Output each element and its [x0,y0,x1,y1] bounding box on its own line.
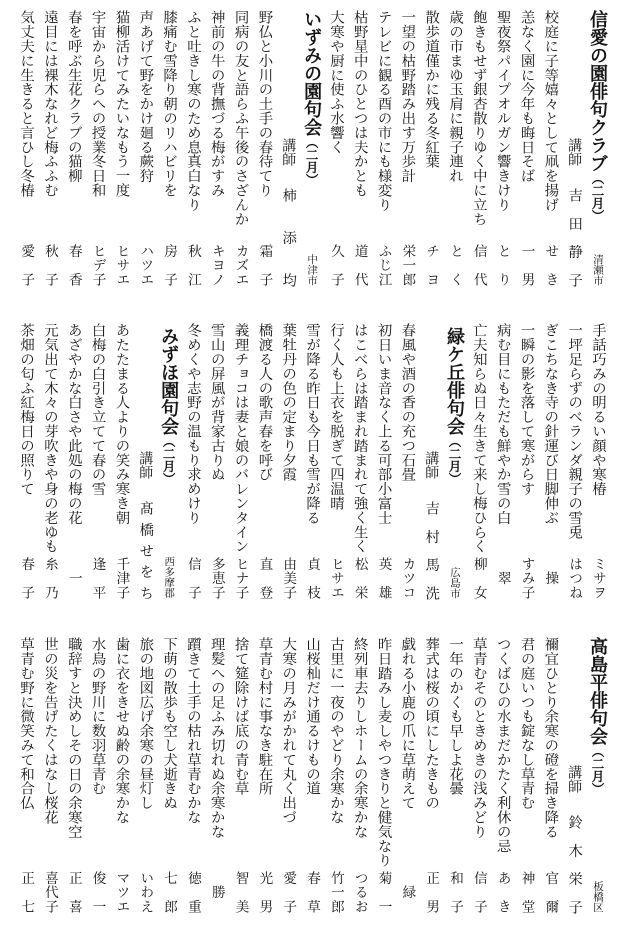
club-header [585,10,609,295]
haiku-author: ミサヲ [590,557,606,599]
haiku-entry [156,637,180,922]
haiku-entry [514,10,538,295]
section-middle [13,323,609,608]
haiku-text: 終列車去りしホームの余寒かな [351,637,368,839]
haiku-text: 恙なく園に今年も晦日そば [518,10,535,183]
haiku-text: 茶畑の匂ふ紅梅日の照りて [18,323,35,496]
haiku-entry [514,323,538,608]
haiku-entry [418,10,442,295]
haiku-entry [37,637,61,922]
haiku-entry [228,10,252,295]
haiku-author: 糸乃 [41,557,58,599]
instructor-label: 講師 [566,765,583,793]
club-location: 広島市 [449,566,462,598]
haiku-text: 枯野星中のひとつは夫かとも [351,10,368,198]
haiku-entry [299,323,323,608]
instructor-label: 講師 [566,138,583,166]
haiku-entry [371,323,395,608]
haiku-author: 神堂 [518,871,535,913]
haiku-author: 春草 [304,871,321,913]
haiku-text: 古里に一夜のやどり余寒かな [327,637,344,825]
haiku-entry [204,323,228,608]
haiku-entry [323,10,347,295]
haiku-author: 道代 [351,244,368,286]
haiku-entry [109,10,133,295]
haiku-entry [252,323,276,608]
instructor-label: 講師 [137,451,154,479]
haiku-text: 一瞬の影を落して寒がらす [518,323,535,496]
haiku-entry [490,637,514,922]
haiku-text: 下萌の散歩も空し犬逝きぬ [161,637,178,810]
haiku-entry [109,637,133,922]
haiku-text: 禰宜ひとり余寒の磴を掃き降る [542,637,559,839]
haiku-entry [585,323,609,608]
haiku-author: 一男 [518,244,535,286]
haiku-entry [561,323,585,608]
haiku-text: 世の災を告げたくはなし桜花 [41,637,58,825]
haiku-author: あき [494,871,511,913]
haiku-text: 一年のかくも早しよ花曇 [447,637,464,796]
haiku-text: 大寒の月みがかれて丸く出づ [280,637,297,825]
haiku-author: 勝 [208,885,225,899]
haiku-author: 秋江 [184,244,201,286]
haiku-author: キヨノ [208,244,225,286]
haiku-author: はつね [566,557,583,599]
haiku-text: 校庭に子等嬉々として凧を揚げ [542,10,559,212]
section-top [13,10,609,295]
haiku-author: 逢平 [89,557,106,599]
haiku-text: 猫柳活けてみたいなもう一度 [113,10,130,198]
haiku-author: 直登 [256,557,273,599]
haiku-text: 草青むそのときめきの浅みどり [470,637,487,839]
haiku-author: 菊一 [375,871,392,913]
haiku-author: とり [494,244,511,286]
haiku-text: 病む目にもただも鮮やか雪の白 [494,323,511,525]
haiku-entry [132,10,156,295]
haiku-author: 正男 [423,871,440,913]
haiku-text: 一望の枯野踏み出す万歩計 [399,10,416,183]
club-instructor [561,10,585,295]
instructor-name: 吉田静子 [566,188,583,287]
haiku-entry [13,637,37,922]
haiku-author: 和子 [447,871,464,913]
instructor-name: 鈴木栄子 [566,815,583,914]
haiku-author: 徳重 [184,871,201,913]
haiku-text: 葉牡丹の色の定まり夕霞 [280,323,297,482]
haiku-text: 野仏と小川の土手の春待てり [256,10,273,198]
club-month: （二月） [304,136,320,186]
haiku-text: 聖夜祭パイプオルガン響きけり [494,10,511,212]
haiku-author: 松栄 [351,557,368,599]
haiku-entry [371,637,395,922]
haiku-entry [85,637,109,922]
haiku-author: 光男 [256,871,273,913]
haiku-entry [156,10,180,295]
haiku-entry [132,637,156,922]
haiku-text: 膝痛む雪降り朝のリハビリを [161,10,178,198]
haiku-entry [275,323,299,608]
haiku-entry [395,637,419,922]
haiku-entry [395,323,419,608]
haiku-author: ふじ江 [375,244,392,286]
haiku-author: 霜子 [256,244,273,286]
haiku-entry [299,637,323,922]
haiku-text: 春風や酒の香の充つ石畳 [399,323,416,482]
club-title: 信愛の園俳句クラブ [587,10,608,172]
haiku-author: 智美 [232,871,249,913]
haiku-text: 義理チョコは妻と娘のバレンタイン [232,323,249,554]
instructor-name: 吉村馬洗 [423,501,440,600]
haiku-entry [61,10,85,295]
haiku-text: ぎこちなき寺の針運び日脚伸ぶ [542,323,559,525]
haiku-text: 水鳥の野川に数羽草青む [89,637,106,796]
club-location: 中津市 [306,253,319,285]
haiku-author: マツエ [113,871,130,913]
haiku-text: 手話巧みの明るい顔や寒椿 [590,323,606,496]
haiku-text: 昨日踏みし麦しやつきりと健気なり [375,637,392,868]
haiku-text: 職辞すと決めしその日の余寒空 [65,637,82,839]
haiku-entry [180,323,204,608]
haiku-author: 秋子 [41,244,58,286]
instructor-label: 講師 [423,451,440,479]
club-month: （二月） [590,172,605,222]
haiku-text: 気丈夫に生きると言ひし冬椿 [18,10,35,198]
haiku-text: 山桜杣だけ通るけもの道 [304,637,321,796]
haiku-text: 歳の市まゆ玉肩に親子連れ [447,10,464,183]
haiku-entry [37,10,61,295]
instructor-name: 髙橋せをち [137,501,154,600]
haiku-author: ハツエ [137,244,154,286]
haiku-text: 雪が降る昨日も今日も雪が降る [304,323,321,525]
haiku-entry [204,637,228,922]
club-instructor [418,323,442,608]
haiku-text: 声あげて野をかけ廻る蕨狩 [137,10,154,183]
haiku-author: ヒサエ [113,244,130,286]
haiku-author: カズエ [232,244,249,286]
haiku-author: とく [447,244,464,286]
haiku-text: 亡夫知らぬ日々生きて来し梅ひらく [470,323,487,554]
instructor-name: 柿添均 [280,188,297,287]
haiku-entry [180,10,204,295]
haiku-text: 飽きもせず銀杏散りゆく中に立ち [470,10,487,226]
haiku-author: ヒサエ [327,557,344,599]
club-location: 西多摩郡 [163,556,176,598]
haiku-author: 信子 [184,557,201,599]
haiku-entry [466,10,490,295]
haiku-entry [347,323,371,608]
haiku-text: 橋渡る人の歌声春を呼び [256,323,273,482]
haiku-text: 白梅の白引き立てて春の雪 [89,323,106,496]
haiku-text: あざやかな白さや此処の梅の花 [65,323,82,525]
haiku-author: すみ子 [518,557,535,599]
haiku-author: 千津子 [113,557,130,599]
haiku-author: 春子 [18,557,35,599]
haiku-text: 旅の地図広げ余寒の昼灯し [137,637,154,810]
haiku-text: 草青む野に微笑みて和合仏 [18,637,35,810]
haiku-author: 操 [542,571,559,585]
instructor-label: 講師 [280,138,297,166]
haiku-text: はこべらは踏まれ踏まれて強く生く [351,323,368,554]
haiku-author: 七郎 [161,871,178,913]
haiku-author: 官爾 [542,871,559,913]
haiku-entry [61,637,85,922]
club-title: いずみの園句会 [301,10,323,136]
haiku-text: 戯れる小鹿の爪に草萌えて [399,637,416,810]
haiku-entry [371,10,395,295]
haiku-entry [37,323,61,608]
haiku-text: 大寒や厨に使ふ水響く [327,10,344,154]
haiku-text: テレビに観る酉の市にも様変り [375,10,392,212]
haiku-text: 宇宙から児らへの授業冬日和 [89,10,106,198]
haiku-author: ヒデ子 [89,244,106,286]
haiku-entry [180,637,204,922]
haiku-text: 草青む村に事なき駐在所 [256,637,273,796]
haiku-author: 英雄 [375,557,392,599]
haiku-author: 春香 [65,244,82,286]
club-title: 緑ケ丘俳句会 [444,327,466,435]
club-location: 板橋区 [592,880,604,912]
haiku-author: 正七 [18,871,35,913]
club-month: （二月） [447,435,463,485]
haiku-entry [252,637,276,922]
haiku-text: 捨て筵除けば底の青む草 [232,637,249,796]
haiku-text: 君の庭いつも錠なし草青む [518,637,535,810]
haiku-text: 一坪足らずのベランダ親子の雪兎 [566,323,583,539]
haiku-entry [275,637,299,922]
haiku-entry [490,10,514,295]
haiku-author: 柳女 [470,557,487,599]
haiku-author: 多恵子 [208,557,225,599]
haiku-entry [442,10,466,295]
haiku-author: 一 [65,571,82,585]
club-header [442,323,466,608]
haiku-text: 躓きて土手の枯れ草青むかな [184,637,201,825]
club-title: 高島平俳句会 [587,637,608,745]
haiku-author: 喜代子 [41,871,58,913]
haiku-text: あたたまる人よりの笑み寒き朝 [113,323,130,525]
club-header [156,323,180,608]
section-bottom [13,637,609,922]
haiku-entry [13,10,37,295]
haiku-author: 信子 [470,871,487,913]
haiku-entry [466,637,490,922]
haiku-text: 冬めくや志野の温もり求めけり [184,323,201,525]
club-month: （二月） [161,435,177,485]
haiku-text: 春を呼ぶ生花クラブの猫柳 [65,10,82,183]
haiku-author: 由美子 [280,557,297,599]
haiku-text: ふと吐きし寒のため息真白なり [184,10,201,212]
haiku-author: 緑 [399,885,416,899]
haiku-text: つくばひの水まだかたく利休の忌 [494,637,511,853]
haiku-text: 理髪への足ふみ切れぬ余寒かな [208,637,225,839]
haiku-entry [466,323,490,608]
club-location: 清瀬市 [592,253,604,285]
haiku-text: 初日いま音なく上る可部小富士 [375,323,392,525]
haiku-author: 房子 [161,244,178,286]
haiku-text: 神前の牛の背撫づる梅がすみ [208,10,225,198]
haiku-entry [228,323,252,608]
haiku-text: 歯に衣をきせぬ齢の余寒かな [113,637,130,825]
haiku-entry [490,323,514,608]
club-instructor [275,10,299,295]
haiku-text: 行く人も上衣を脱ぎて四温晴 [327,323,344,511]
haiku-author: 正喜 [65,871,82,913]
haiku-entry [323,323,347,608]
haiku-author: つるお [351,871,368,913]
haiku-author: 貞枝 [304,557,321,599]
haiku-text: 葬式は桜の頃にしたきもの [423,637,440,810]
haiku-entry [347,637,371,922]
haiku-author: ヒナ子 [232,557,249,599]
haiku-entry [538,637,562,922]
haiku-author: 俊一 [89,871,106,913]
haiku-entry [85,323,109,608]
haiku-text: 雪山の屏風が背家古りぬ [208,323,225,482]
haiku-entry [442,637,466,922]
haiku-entry [395,10,419,295]
haiku-author: 信代 [470,244,487,286]
haiku-entry [228,637,252,922]
haiku-entry [538,10,562,295]
haiku-entry [252,10,276,295]
haiku-text: 遠目には裸木なれど梅ふふむ [41,10,58,198]
haiku-text: 同病の友と語らふ午後のさざんか [232,10,249,226]
haiku-author: 栄一郎 [399,244,416,286]
haiku-entry [418,637,442,922]
haiku-author: チヨ [423,244,440,286]
haiku-author: 久子 [327,244,344,286]
haiku-author: 愛子 [18,244,35,286]
haiku-entry [514,637,538,922]
haiku-text: 散歩道僅かに残る冬紅葉 [423,10,440,169]
haiku-author: カツコ [399,557,416,599]
haiku-entry [85,10,109,295]
haiku-author: いわえ [137,871,154,913]
haiku-text: 元気出て木々の芽吹きや身の老ゆも [41,323,58,554]
haiku-entry [204,10,228,295]
club-header [585,637,609,922]
club-instructor [561,637,585,922]
haiku-author: 愛子 [280,871,297,913]
club-title: みずほ園句会 [158,327,180,435]
haiku-entry [109,323,133,608]
haiku-author: 翠 [494,571,511,585]
haiku-entry [347,10,371,295]
club-month: （二月） [590,745,605,795]
haiku-entry [538,323,562,608]
club-instructor [132,323,156,608]
haiku-entry [61,323,85,608]
haiku-author: 竹一郎 [327,871,344,913]
club-header [299,10,323,295]
haiku-entry [323,637,347,922]
haiku-author: せき [542,244,559,286]
haiku-entry [13,323,37,608]
